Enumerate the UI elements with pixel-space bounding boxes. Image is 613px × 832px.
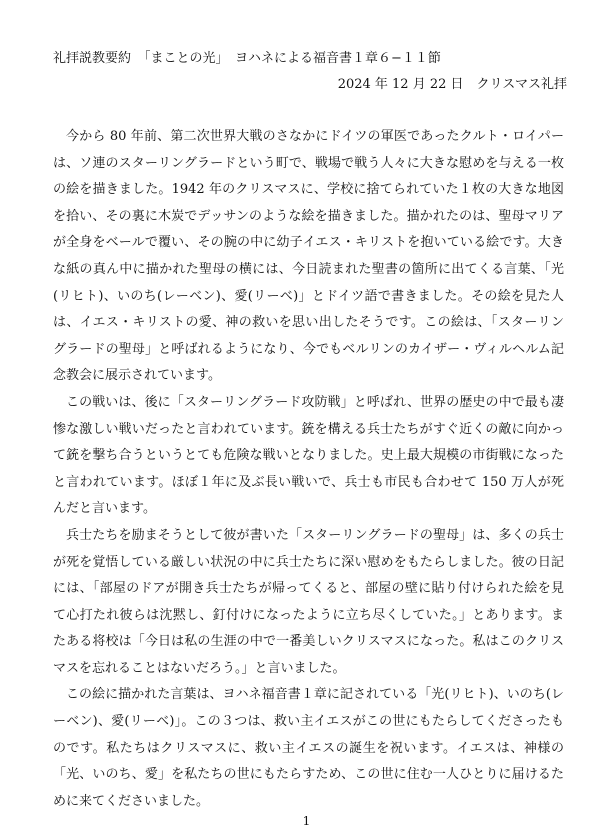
sermon-title: 礼拝説教要約 「まことの光」 ヨハネによる福音書１章６−１１節: [53, 51, 441, 66]
page-number: 1: [302, 814, 311, 828]
paragraph: 今から 80 年前、第二次世界大戦のさなかにドイツの軍医であったクルト・ロイパーは、ソ連のスターリングラードという町で、戦場で戦う人々に大きな慰めを与える一枚の絵を描きました。1942 年のクリスマスに、学校に捨てられていた１枚の大きな地図を拾い、その裏に木炭でデッサンのような絵を描きました。描かれたのは、聖母マリアが全身をベールで覆い、その腕の中に幼子イエス・キリストを抱いている絵です。大きな紙の真ん中に描かれた聖母の横には、今日読まれた聖書の箇所に出てくる言葉、「光(リヒト)、いのち(レーベン)、愛(リーベ)」とドイツ語で書きました。その絵を見た人は、イエス・キリストの愛、神の救いを思い出したそうです。この絵は、「スターリングラードの聖母」と呼ばれるようになり、今でもベルリンのカイザー・ヴィルヘルム記念教会に展示されています。: [53, 129, 564, 384]
sermon-body: [53, 124, 564, 815]
sermon-date: 2024 年 12 月 22 日 クリスマス礼拝: [337, 77, 567, 92]
paragraph: この戦いは、後に「スターリングラード攻防戦」と呼ばれ、世界の歴史の中で最も凄惨な激しい戦いだったと言われています。銃を構える兵士たちがすぐ近くの敵に向かって銃を撃ち合うというとても危険な戦いとなりました。史上最大規模の市街戦になったと言われています。ほぼ１年に及ぶ長い戦いで、兵士も市民も合わせて 150 万人が死んだと言います。: [53, 394, 564, 517]
paragraph: 兵士たちを励まそうとして彼が書いた「スターリングラードの聖母」は、多くの兵士が死を覚悟している厳しい状況の中に兵士たちに深い慰めをもたらしました。彼の日記には、「部屋のドアが開き兵士たちが帰ってくると、部屋の壁に貼り付けられた絵を見て心打たれ彼らは沈黙し、釘付けになったように立ち尽くしていた。」とあります。またある将校は「今日は私の生涯の中で一番美しいクリスマスになった。私はこのクリスマスを忘れることはないだろう。」と言いました。: [53, 527, 564, 676]
paragraph: この絵に描かれた言葉は、ヨハネ福音書１章に記されている「光(リヒト)、いのち(レーベン)、愛(リーベ)」。この３つは、救い主イエスがこの世にもたらしてくださったものです。私たちはクリスマスに、救い主イエスの誕生を祝います。イエスは、神様の「光、いのち、愛」を私たちの世にもたらすため、この世に住む一人ひとりに届けるために来てくださいました。: [53, 687, 564, 809]
